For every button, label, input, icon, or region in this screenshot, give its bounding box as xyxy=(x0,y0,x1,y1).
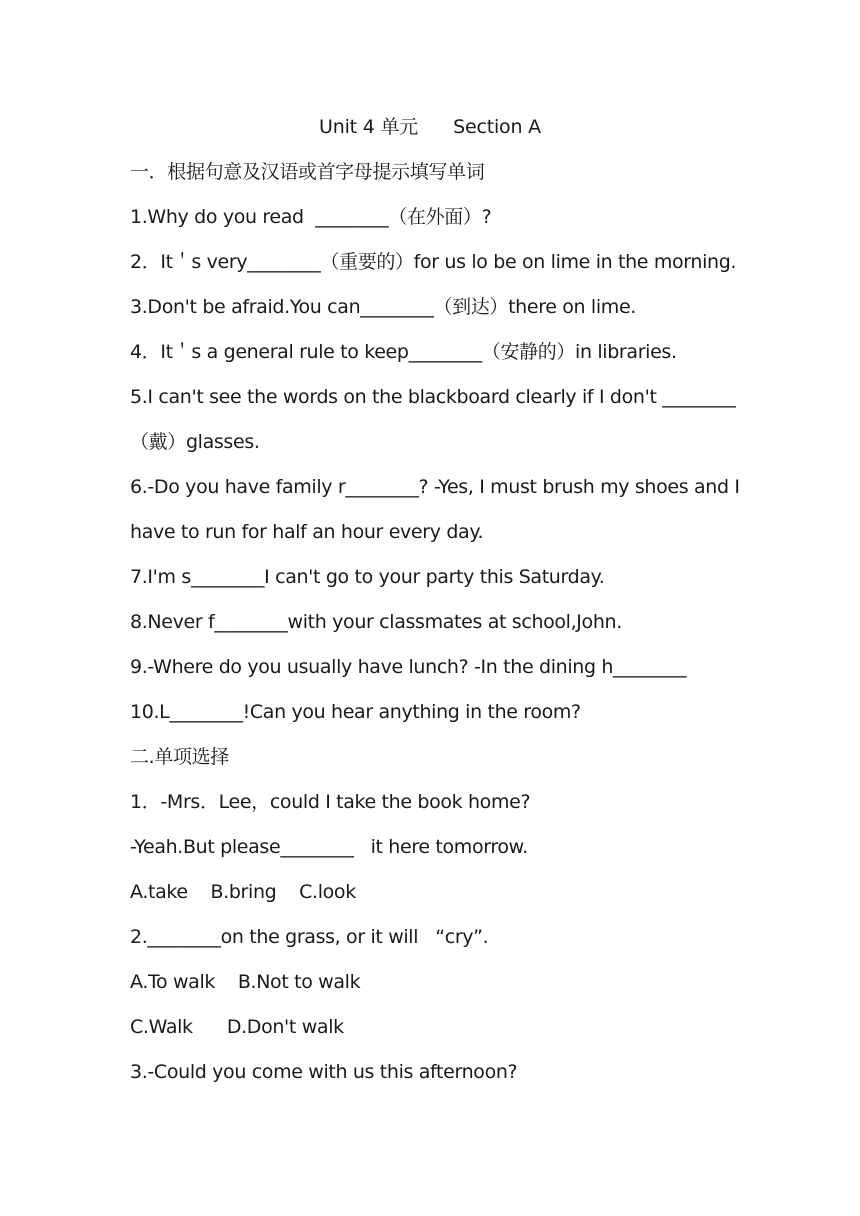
fill-in-question-4: 4．It＇s a general rule to keep________（安静的）in libraries. xyxy=(130,341,677,363)
choice-question-3: 3.-Could you come with us this afternoon? xyxy=(130,1061,518,1083)
fill-in-question-5-continued: （戴）glasses. xyxy=(130,431,260,453)
worksheet-body xyxy=(130,157,750,1102)
section-heading-2: 二.单项选择 xyxy=(130,746,229,768)
section-heading-1: 一．根据句意及汉语或首字母提示填写单词 xyxy=(130,161,485,183)
choice-question-1-options: A.take B.bring C.look xyxy=(130,881,356,903)
fill-in-question-8: 8.Never f________with your classmates at school,John. xyxy=(130,611,622,633)
fill-in-question-2: 2．It＇s very________（重要的）for us lo be on lime in the morning. xyxy=(130,251,737,273)
fill-in-question-5: 5.I can't see the words on the blackboard clearly if I don't ________ xyxy=(130,386,736,408)
choice-question-1: 1．-Mrs．Lee，could I take the book home? xyxy=(130,791,531,813)
choice-question-2-options-c-d: C.Walk D.Don't walk xyxy=(130,1016,344,1038)
fill-in-question-1: 1.Why do you read ________（在外面）? xyxy=(130,206,492,228)
fill-in-question-7: 7.I'm s________I can't go to your party this Saturday. xyxy=(130,566,605,588)
choice-question-2-options-a-b: A.To walk B.Not to walk xyxy=(130,971,361,993)
fill-in-question-10: 10.L________!Can you hear anything in the room? xyxy=(130,701,581,723)
fill-in-question-9: 9.-Where do you usually have lunch? -In the dining h________ xyxy=(130,656,687,678)
choice-question-2: 2.________on the grass, or it will “cry”. xyxy=(130,926,489,948)
fill-in-question-6: 6.-Do you have family r________? -Yes, I must brush my shoes and I xyxy=(130,476,740,498)
choice-question-1-continued: -Yeah.But please________ it here tomorrow. xyxy=(130,836,528,858)
page-title: Unit 4 单元 Section A xyxy=(319,116,541,138)
fill-in-question-6-continued: have to run for half an hour every day. xyxy=(130,521,484,543)
fill-in-question-3: 3.Don't be afraid.You can________（到达）there on lime. xyxy=(130,296,636,318)
